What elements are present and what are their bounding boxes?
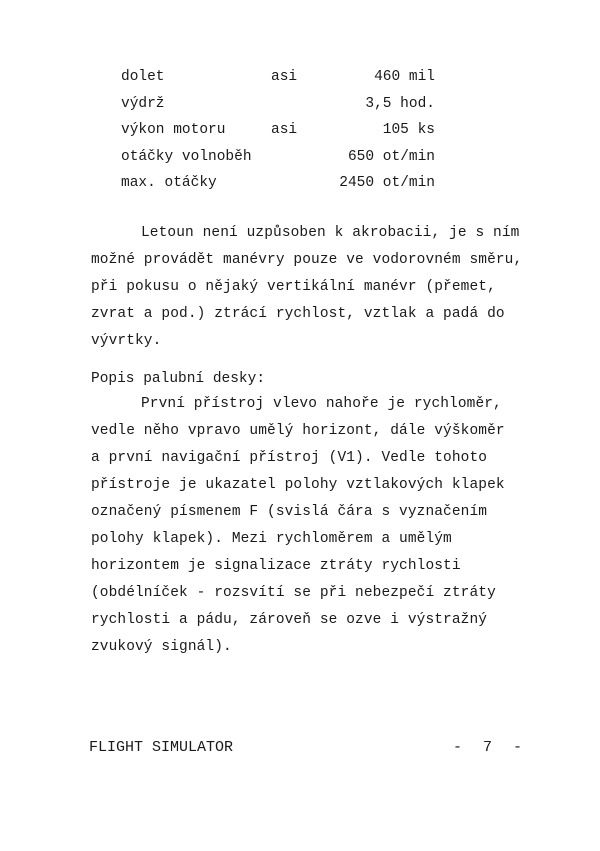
paragraph-line: zvukový signál). — [91, 639, 232, 655]
paragraph-line: a první navigační přístroj (V1). Vedle tohoto — [91, 450, 488, 466]
paragraph-line: přístroje je ukazatel polohy vztlakových klapek — [91, 477, 505, 493]
paragraph-dashboard — [91, 391, 527, 661]
paragraph-line: zvrat a pod.) ztrácí rychlost, vztlak a padá do — [91, 306, 505, 322]
spec-qualifier: asi — [271, 122, 298, 138]
paragraph-line: rychlosti a pádu, zároveň se ozve i výstražný — [91, 612, 488, 628]
spec-row — [121, 91, 441, 118]
paragraph-line: (obdélníček - rozsvítí se při nebezpečí ztráty — [91, 585, 496, 601]
paragraph-line: horizontem je signalizace ztráty rychlosti — [91, 558, 461, 574]
footer-title: FLIGHT SIMULATOR — [89, 739, 234, 756]
spec-value: 650 ot/min — [347, 148, 435, 165]
paragraph-line: vývrtky. — [91, 333, 162, 349]
spec-label: výdrž — [121, 95, 165, 112]
paragraph-line: možné provádět manévry pouze ve vodorovném směru, — [91, 252, 523, 268]
spec-qualifier: asi — [271, 69, 298, 85]
spec-row — [121, 64, 441, 91]
spec-row — [121, 170, 441, 197]
spec-label: dolet — [121, 69, 165, 85]
paragraph-aerobatics — [91, 220, 527, 355]
paragraph-line: označený písmenem F (svislá čára s vyznačením — [91, 504, 488, 520]
spec-value: 2450 ot/min — [339, 175, 435, 191]
spec-value: 460 mil — [374, 69, 435, 85]
paragraph-line: při pokusu o nějaký vertikální manévr (přemet, — [91, 279, 496, 295]
paragraph-line: První přístroj vlevo nahoře je rychloměr, — [141, 396, 502, 412]
spec-label: otáčky volnoběh — [121, 148, 252, 165]
paragraph-line: polohy klapek). Mezi rychloměrem a umělým — [91, 531, 452, 547]
section-heading: Popis palubní desky: — [91, 371, 266, 387]
spec-row — [121, 144, 441, 171]
paragraph-line: vedle něho vpravo umělý horizont, dále výškoměr — [91, 423, 505, 439]
spec-row — [121, 117, 441, 144]
specs-table — [121, 64, 441, 197]
spec-label: výkon motoru — [121, 122, 226, 138]
paragraph-line: Letoun není uzpůsoben k akrobacii, je s ním — [141, 225, 520, 241]
spec-label: max. otáčky — [121, 175, 217, 191]
page-number: - 7 - — [452, 739, 528, 756]
spec-value: 105 ks — [382, 122, 435, 138]
spec-value: 3,5 hod. — [365, 95, 435, 112]
